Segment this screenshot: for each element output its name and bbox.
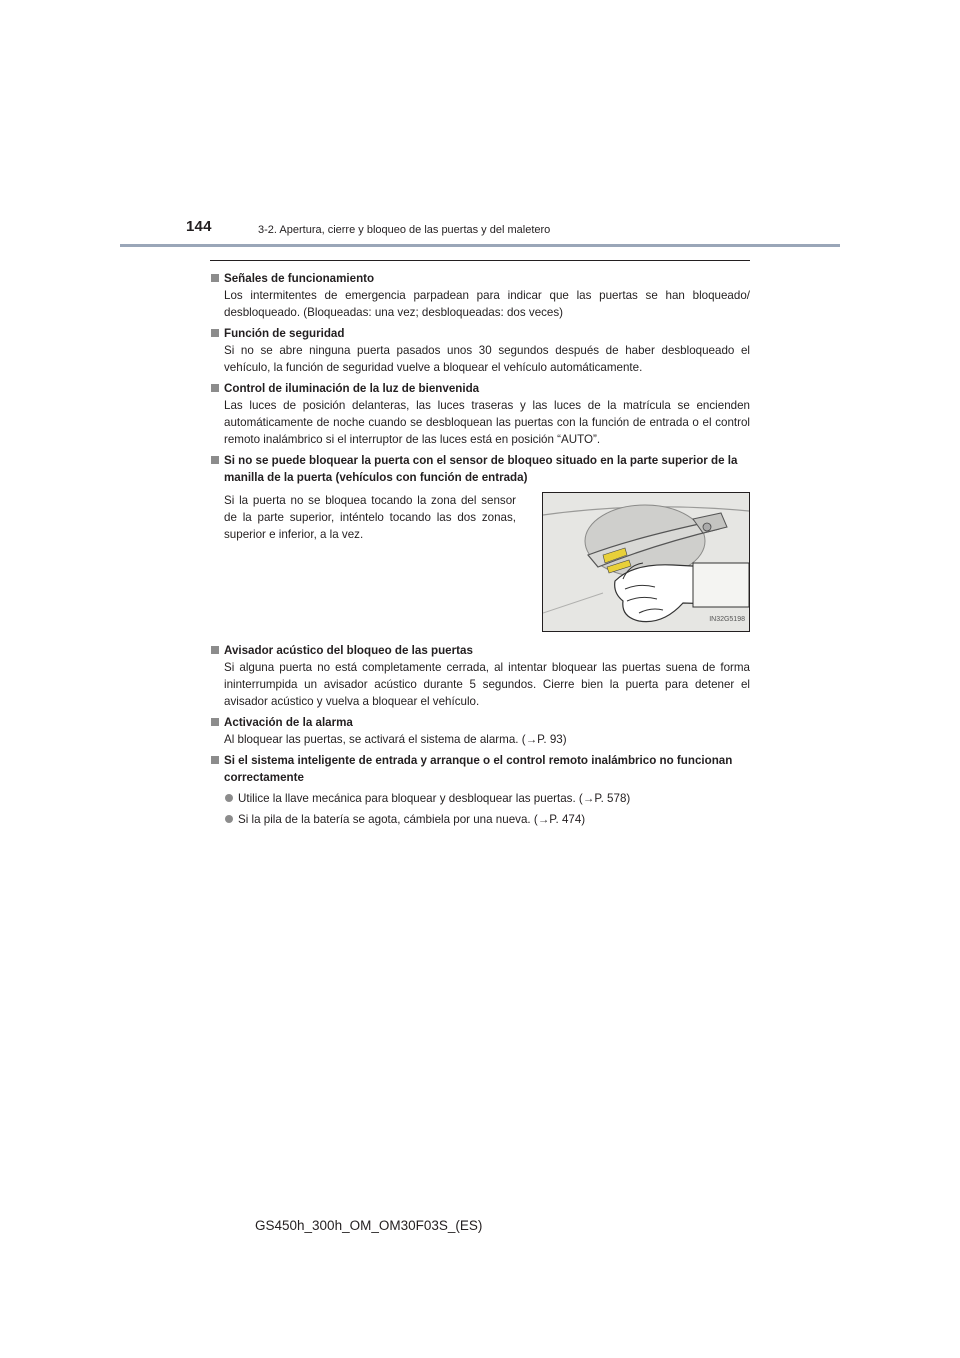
header-rule: [120, 244, 840, 247]
section-body: Si la puerta no se bloquea tocando la zona del sensor de la parte superior, inténtelo tocando las dos zonas, superior e inferior, a la vez.: [224, 494, 516, 541]
section-heading: Avisador acústico del bloqueo de las puertas: [224, 644, 473, 657]
square-bullet-icon: [211, 384, 219, 392]
section-body: Si no se abre ninguna puerta pasados unos 30 segundos después de haber desbloqueado el vehículo, la función de seguridad vuelve a bloquear el vehículo automáticamente.: [224, 344, 750, 374]
section-title: 3-2. Apertura, cierre y bloqueo de las puertas y del maletero: [258, 224, 551, 236]
figure-code: IN32G5198: [709, 616, 745, 623]
list-item: Si la pila de la batería se agota, cámbiela por una nueva. (→P. 474): [210, 811, 750, 828]
page-content: [210, 270, 750, 832]
section-body: Los intermitentes de emergencia parpadean para indicar que las puertas se han bloqueado/ desbloqueado. (Bloqueadas: una vez; desbloqueadas: dos veces): [224, 289, 750, 319]
door-handle-illustration: [542, 492, 750, 632]
round-bullet-icon: [225, 794, 233, 802]
section-operation-signals: [210, 270, 750, 321]
section-welcome-light: [210, 380, 750, 448]
list-item: Utilice la llave mecánica para bloquear y desbloquear las puertas. (→P. 578): [210, 790, 750, 807]
section-lock-buzzer: [210, 642, 750, 710]
page-number: 144: [186, 218, 212, 235]
section-body: Si alguna puerta no está completamente cerrada, al intentar bloquear las puertas suena de forma ininterrumpida un avisador acústico durante 5 segundos. Cierre bien la puerta para detener el avisador acústico y vuelva a bloquear el vehículo.: [224, 661, 750, 708]
section-heading: Función de seguridad: [224, 327, 345, 340]
content-rule: [210, 260, 750, 261]
section-security-function: [210, 325, 750, 376]
section-alarm-activation: [210, 714, 750, 748]
section-heading: Control de iluminación de la luz de bienvenida: [224, 382, 480, 395]
square-bullet-icon: [211, 646, 219, 654]
square-bullet-icon: [211, 718, 219, 726]
section-heading: Si no se puede bloquear la puerta con el sensor de bloqueo situado en la parte superior de la manilla de la puerta (vehículos con función de entrada): [224, 454, 738, 484]
square-bullet-icon: [211, 274, 219, 282]
square-bullet-icon: [211, 329, 219, 337]
section-heading: Señales de funcionamiento: [224, 272, 375, 285]
section-body: Al bloquear las puertas, se activará el sistema de alarma. (→P. 93): [224, 733, 567, 746]
section-heading: Si el sistema inteligente de entrada y arranque o el control remoto inalámbrico no funcionan correctamente: [224, 754, 733, 784]
round-bullet-icon: [225, 815, 233, 823]
section-body: Las luces de posición delanteras, las luces traseras y las luces de la matrícula se encienden automáticamente de noche cuando se desbloquean las puertas con la función de entrada o el control remoto inalámbrico si el interruptor de las luces está en posición “AUTO”.: [224, 399, 750, 446]
section-lock-sensor: [210, 452, 750, 632]
section-malfunction: [210, 752, 750, 828]
document-code: GS450h_300h_OM_OM30F03S_(ES): [255, 1218, 483, 1233]
square-bullet-icon: [211, 756, 219, 764]
section-heading: Activación de la alarma: [224, 716, 353, 729]
square-bullet-icon: [211, 456, 219, 464]
